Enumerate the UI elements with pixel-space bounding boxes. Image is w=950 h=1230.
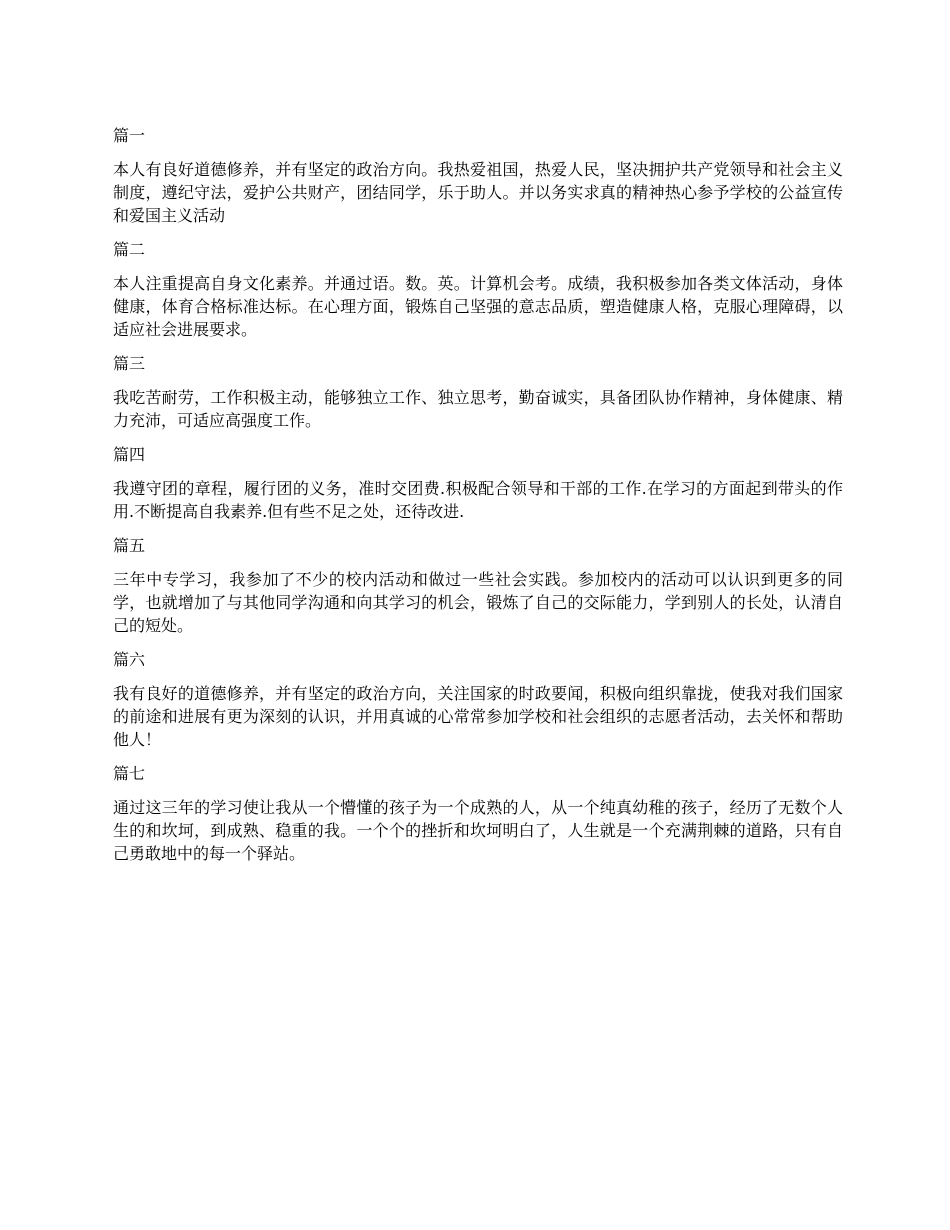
- section-paragraph: 我遵守团的章程，履行团的义务，准时交团费.积极配合领导和干部的工作.在学习的方面起到带头的作用.不断提高自我素养.但有些不足之处，还待改进.: [113, 479, 843, 521]
- section-heading: 篇六: [113, 650, 146, 669]
- section-heading: 篇三: [113, 354, 146, 373]
- section-4: [113, 443, 843, 523]
- section-2: [113, 238, 843, 341]
- section-heading: 篇五: [113, 536, 146, 555]
- section-heading: 篇四: [113, 445, 146, 464]
- section-paragraph: 本人有良好道德修养，并有坚定的政治方向。我热爱祖国，热爱人民，坚决拥护共产党领导和社会主义制度，遵纪守法，爱护公共财产，团结同学，乐于助人。并以务实求真的精神热心参予学校的公益宣传和爱国主义活动: [113, 160, 843, 225]
- section-heading: 篇一: [113, 126, 146, 145]
- section-heading: 篇二: [113, 240, 146, 259]
- section-paragraph: 本人注重提高自身文化素养。并通过语。数。英。计算机会考。成绩，我积极参加各类文体活动，身体健康，体育合格标准达标。在心理方面，锻炼自己坚强的意志品质，塑造健康人格，克服心理障碍，以适应社会进展要求。: [113, 274, 843, 339]
- document-page: [113, 124, 843, 876]
- section-7: [113, 762, 843, 865]
- section-3: [113, 352, 843, 432]
- section-paragraph: 三年中专学习，我参加了不少的校内活动和做过一些社会实践。参加校内的活动可以认识到更多的同学，也就增加了与其他同学沟通和向其学习的机会，锻炼了自己的交际能力，学到别人的长处，认清自己的短处。: [113, 570, 843, 635]
- section-1: [113, 124, 843, 227]
- section-paragraph: 我吃苦耐劳，工作积极主动，能够独立工作、独立思考，勤奋诚实，具备团队协作精神，身体健康、精力充沛，可适应高强度工作。: [113, 388, 843, 430]
- section-heading: 篇七: [113, 764, 146, 783]
- section-6: [113, 648, 843, 751]
- section-paragraph: 我有良好的道德修养，并有坚定的政治方向，关注国家的时政要闻，积极向组织靠拢，使我对我们国家的前途和进展有更为深刻的认识，并用真诚的心常常参加学校和社会组织的志愿者活动，去关怀和帮助他人！: [113, 684, 843, 749]
- section-5: [113, 534, 843, 637]
- section-paragraph: 通过这三年的学习使让我从一个懵懂的孩子为一个成熟的人，从一个纯真幼稚的孩子，经历了无数个人生的和坎坷，到成熟、稳重的我。一个个的挫折和坎坷明白了，人生就是一个充满荆棘的道路，只有自己勇敢地中的每一个驿站。: [113, 798, 843, 863]
